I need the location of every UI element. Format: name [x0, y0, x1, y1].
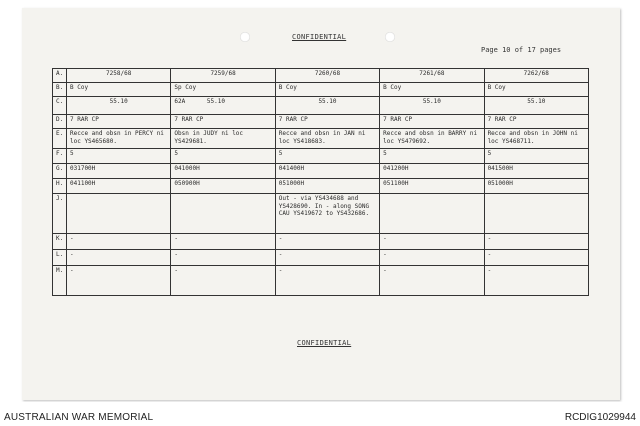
operations-table	[52, 68, 589, 296]
row-label: F.	[53, 149, 67, 164]
table-cell: 5	[275, 149, 379, 164]
row-label: D.	[53, 115, 67, 129]
row-label: M.	[53, 266, 67, 296]
table-row	[53, 97, 589, 115]
table-cell	[484, 194, 588, 234]
table-cell	[67, 194, 171, 234]
table-cell: 5	[484, 149, 588, 164]
table-row	[53, 194, 589, 234]
table-row	[53, 234, 589, 250]
row-label: J.	[53, 194, 67, 234]
table-cell: 62A 55.10	[171, 97, 275, 115]
table-cell: 041100H	[67, 179, 171, 194]
table-cell: 051000H	[484, 179, 588, 194]
table-cell: Out - via YS434688 and YS428690. In - along SONG CAU YS419672 to YS432686.	[275, 194, 379, 234]
table-row	[53, 179, 589, 194]
table-cell: -	[67, 234, 171, 250]
table-cell: 55.10	[484, 97, 588, 115]
table-cell: 041400H	[275, 164, 379, 179]
table-cell: 041500H	[484, 164, 588, 179]
table-row	[53, 83, 589, 97]
table-cell: 7258/68	[67, 69, 171, 83]
table-cell: 5	[171, 149, 275, 164]
table-cell: -	[275, 234, 379, 250]
table-cell: 031700H	[67, 164, 171, 179]
punch-hole	[240, 32, 250, 42]
row-label: E.	[53, 129, 67, 149]
page-number: Page 10 of 17 pages	[481, 46, 562, 54]
table-cell: 050900H	[171, 179, 275, 194]
table-cell: 5	[67, 149, 171, 164]
table-row	[53, 115, 589, 129]
table-cell: 7 RAR CP	[171, 115, 275, 129]
table-cell: 55.10	[380, 97, 484, 115]
table-cell: -	[484, 250, 588, 266]
table-cell: -	[484, 234, 588, 250]
document-page	[22, 8, 620, 400]
table-cell: B Coy	[484, 83, 588, 97]
table-row	[53, 69, 589, 83]
table-cell: 7 RAR CP	[380, 115, 484, 129]
table-cell: -	[171, 250, 275, 266]
table-row	[53, 129, 589, 149]
row-label: G.	[53, 164, 67, 179]
table-cell: 7260/68	[275, 69, 379, 83]
table-cell: -	[380, 234, 484, 250]
table-cell: B Coy	[380, 83, 484, 97]
table-cell: B Coy	[275, 83, 379, 97]
archive-footer	[0, 402, 640, 426]
table-cell: -	[67, 266, 171, 296]
table-cell: -	[171, 266, 275, 296]
table-row	[53, 164, 589, 179]
table-cell: 55.10	[275, 97, 379, 115]
table-row	[53, 149, 589, 164]
classification-header: CONFIDENTIAL	[292, 33, 347, 41]
table-cell: -	[275, 266, 379, 296]
row-label: K.	[53, 234, 67, 250]
table-cell: 7261/68	[380, 69, 484, 83]
table-cell: 7262/68	[484, 69, 588, 83]
row-label: L.	[53, 250, 67, 266]
table-row	[53, 250, 589, 266]
table-cell: -	[380, 266, 484, 296]
table-cell: 7 RAR CP	[484, 115, 588, 129]
table-cell: 5	[380, 149, 484, 164]
punch-hole	[385, 32, 395, 42]
table-cell: Recce and obsn in BARRY ni loc YS479692.	[380, 129, 484, 149]
table-cell: 7 RAR CP	[275, 115, 379, 129]
table-cell: -	[484, 266, 588, 296]
row-label: A.	[53, 69, 67, 83]
row-label: B.	[53, 83, 67, 97]
table-cell: Recce and obsn in JOHN ni loc YS468711.	[484, 129, 588, 149]
archive-reference: RCDIG1029944	[564, 412, 636, 423]
table-cell: -	[380, 250, 484, 266]
table-cell: Recce and obsn in PERCY ni loc YS465680.	[67, 129, 171, 149]
row-label: C.	[53, 97, 67, 115]
table-cell: -	[275, 250, 379, 266]
table-cell: 051000H	[275, 179, 379, 194]
table-cell: B Coy	[67, 83, 171, 97]
table-cell: Recce and obsn in JAN ni loc YS418683.	[275, 129, 379, 149]
archive-name: AUSTRALIAN WAR MEMORIAL	[4, 412, 154, 423]
table-cell: 7259/68	[171, 69, 275, 83]
classification-footer: CONFIDENTIAL	[297, 339, 352, 347]
table-cell: 7 RAR CP	[67, 115, 171, 129]
table-cell: -	[67, 250, 171, 266]
table-cell: 55.10	[67, 97, 171, 115]
table-cell: 041000H	[171, 164, 275, 179]
table-cell	[171, 194, 275, 234]
table-cell: 051100H	[380, 179, 484, 194]
table-row	[53, 266, 589, 296]
table-cell: -	[171, 234, 275, 250]
table-cell: Sp Coy	[171, 83, 275, 97]
row-label: H.	[53, 179, 67, 194]
table-cell: 041200H	[380, 164, 484, 179]
table-cell: Obsn in JUDY ni loc YS429681.	[171, 129, 275, 149]
table-cell	[380, 194, 484, 234]
